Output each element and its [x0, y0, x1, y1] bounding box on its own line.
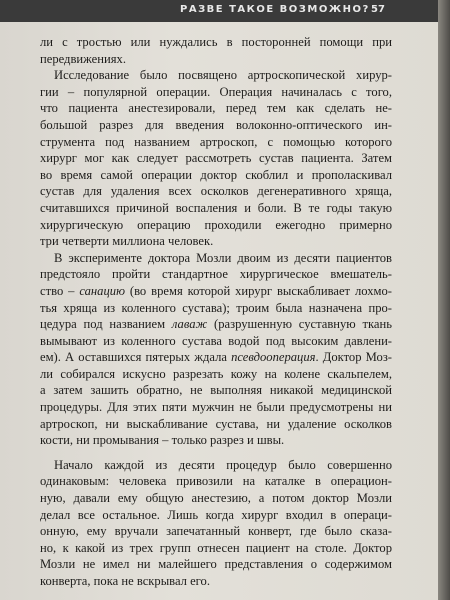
text-line: гии – популярной операции. Операция начиналась с того, [40, 84, 392, 99]
text-line: тья хряща из коленного сустава); троим была назначена про- [40, 300, 392, 315]
text-line [40, 349, 392, 366]
text-line: конверта, пока не вскрывал его. [40, 574, 210, 588]
text-line: ную, давали ему общую анестезию, а потом доктор Мозли [40, 491, 392, 506]
text-fragment: . Доктор Моз- [315, 350, 392, 365]
text-line: но, к какой из трех групп отнесен пациент на столе. Доктор [40, 540, 392, 555]
text-line: что пациента анестезировали, перед тем как сделать не- [40, 101, 392, 116]
text-line: Мозли не имел ни малейшего представления о содержимом [40, 557, 392, 572]
text-line: вымывают из коленного сустава водой под высоким давлени- [40, 333, 392, 348]
text-line: предстояло пройти стандартное хирургическое вмешатель- [40, 267, 392, 282]
page-number: 57 [371, 4, 385, 15]
text-line: а затем зашить обратно, не выполняя никакой медицинской [40, 383, 392, 398]
text-fragment: цедура под названием [40, 317, 172, 332]
text-line: считавшихся причиной воспаления и боли. В те годы такую [40, 200, 392, 215]
running-header [0, 0, 438, 22]
text-line: артроскоп, ни выскабливание сустава, ни удаление осколков [40, 416, 392, 431]
italic-term: псевдооперация [231, 350, 316, 365]
text-line: делал все остальное. Лишь когда хирург входил в операци- [40, 507, 392, 522]
body-text [40, 34, 392, 590]
text-line: сустав для удаления всех осколков дегенеративного хряща, [40, 184, 392, 199]
paragraph-start-line: Начало каждой из десяти процедур было совершенно [54, 457, 392, 472]
text-fragment: ство – [40, 283, 80, 298]
text-line: ли с тростью или нуждались в посторонней помощи при [40, 35, 392, 49]
text-line: хирург мог как следует рассмотреть сустав пациента. Затем [40, 151, 392, 166]
italic-term: санацию [79, 283, 125, 298]
running-header-title: РАЗВЕ ТАКОЕ ВОЗМОЖНО? [180, 4, 370, 15]
text-line: большой разрез для введения волоконно-оптического ин- [40, 117, 392, 132]
text-line: во время самой операции доктор скоблил и прополаскивал [40, 167, 392, 182]
paragraph-start-line: В эксперименте доктора Мозли двоим из десяти пациентов [54, 250, 392, 265]
text-fragment: (разрушенную суставную ткань [207, 317, 393, 332]
text-line: хирургическую операцию проходили ежегодно примерно [40, 217, 392, 232]
text-line: передвижениях. [40, 51, 126, 66]
italic-term: лаваж [171, 317, 208, 332]
text-line: струмента под названием артроскоп, с помощью которого [40, 134, 392, 149]
paragraph-gap [40, 449, 392, 457]
text-line [40, 316, 392, 333]
text-line: процедуры. Для этих пяти мужчин не были предусмотрены ни [40, 400, 392, 415]
text-line: одинаковым: человека привозили на каталке в операцион- [40, 474, 392, 489]
text-line [40, 283, 392, 300]
text-line: три четверти миллиона человек. [40, 234, 214, 249]
text-fragment: (во время которой хирург выскабливает лохмо- [124, 283, 392, 298]
text-line: онную, ему вручали запечатанный конверт, где было сказа- [40, 524, 392, 539]
paragraph-start-line: Исследование было посвящено артроскопической хирур- [54, 68, 392, 83]
book-edge [438, 0, 450, 600]
text-line: ли собирался искусно разрезать кожу на колене скальпелем, [40, 366, 392, 381]
text-line: кости, ни промывания – только разрез и швы. [40, 433, 285, 448]
text-fragment: ем). А оставшихся пятерых ждала [40, 350, 232, 365]
